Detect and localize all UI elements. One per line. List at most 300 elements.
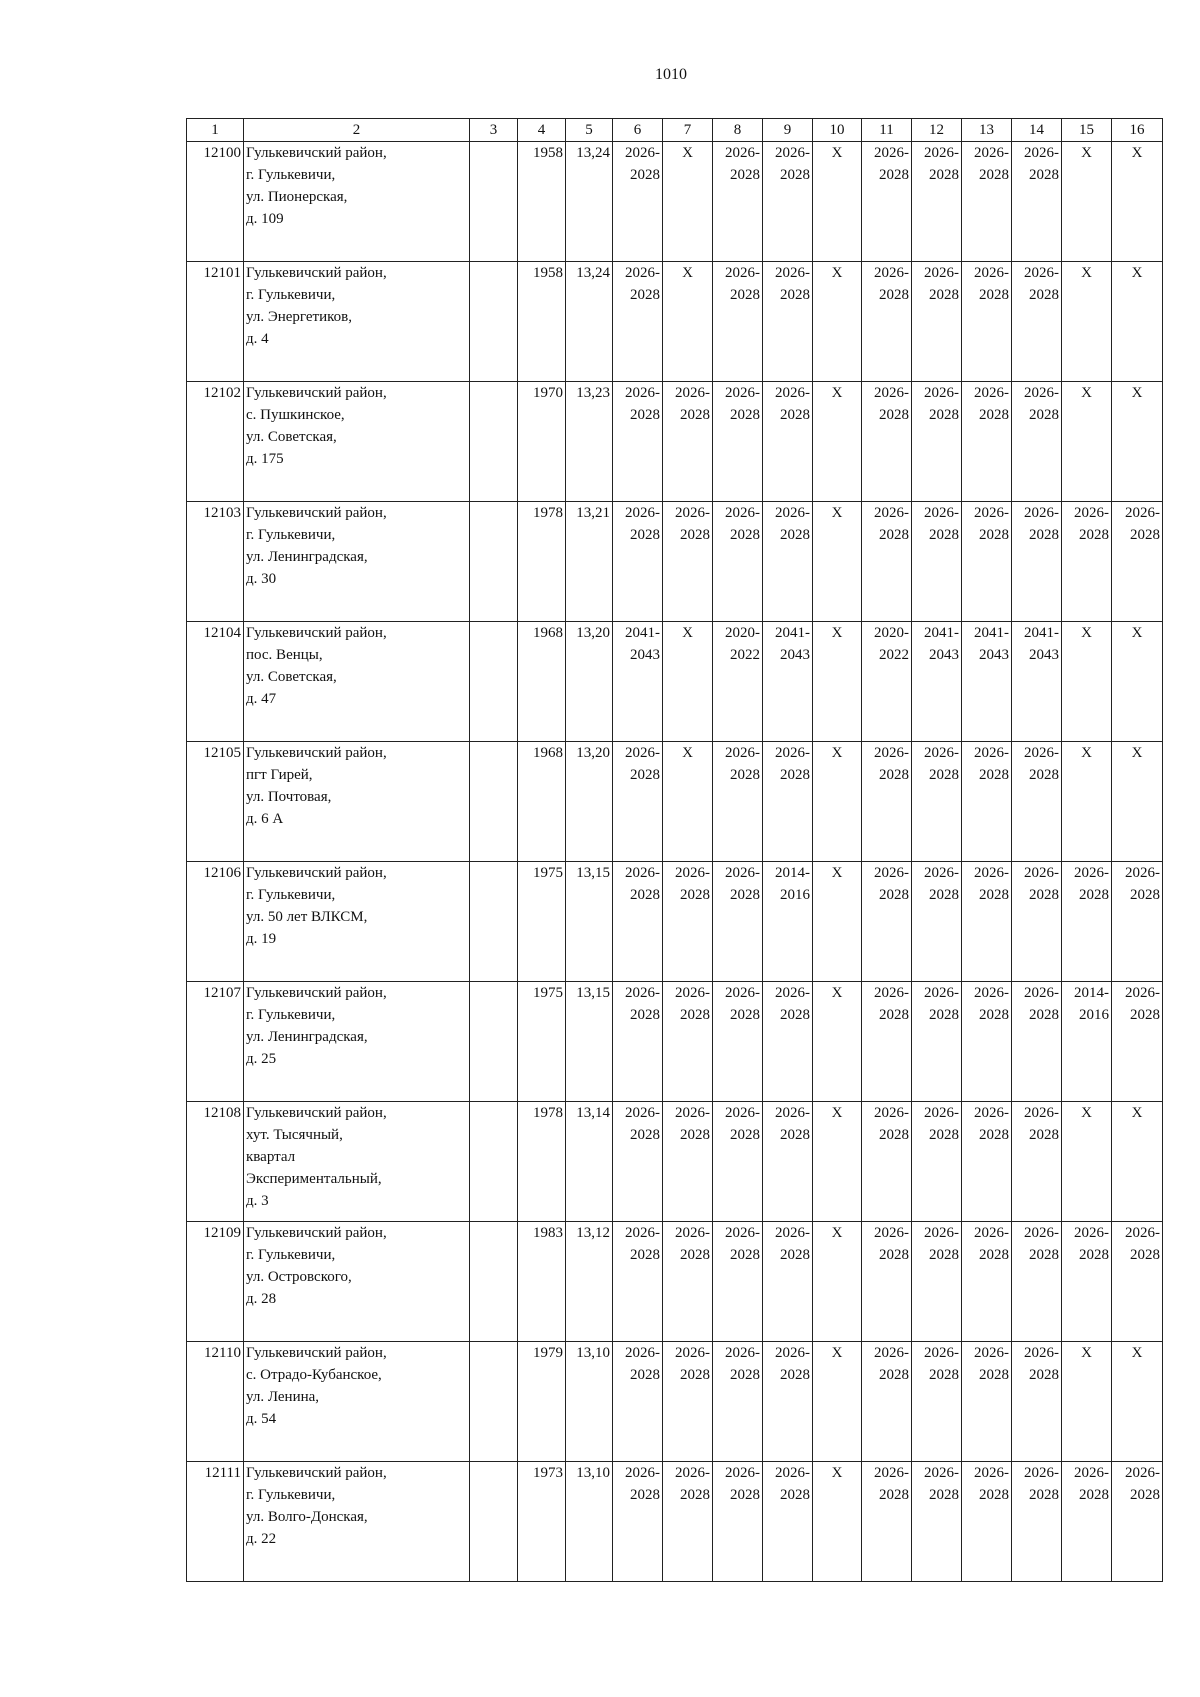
row-number-cell: 12109 [187, 1222, 244, 1342]
address-line: д. 28 [246, 1291, 277, 1307]
table-body [187, 142, 1163, 1582]
address-line: г. Гулькевичи, [246, 887, 336, 903]
period-line: 2026- [874, 985, 909, 1001]
period-line: 2026- [675, 985, 710, 1001]
value-cell: 13,21 [566, 502, 613, 622]
period-cell-c13 [962, 262, 1012, 382]
period-line: 2028 [879, 1007, 909, 1023]
period-line: 2026- [1024, 505, 1059, 521]
period-cell-c10 [813, 1462, 862, 1582]
value-cell: 13,20 [566, 622, 613, 742]
period-line: 2028 [680, 1127, 710, 1143]
address-line: Гулькевичский район, [246, 505, 387, 521]
period-cell-c8 [713, 862, 763, 982]
address-line: Гулькевичский район, [246, 1225, 387, 1241]
period-cell-c10 [813, 142, 862, 262]
period-cell-c12 [912, 862, 962, 982]
period-line: 2028 [680, 887, 710, 903]
period-line: 2026- [625, 985, 660, 1001]
period-line: 2028 [780, 527, 810, 543]
period-cell-c10 [813, 502, 862, 622]
header-cell: 4 [518, 119, 566, 142]
period-cell-c8 [713, 1102, 763, 1222]
period-cell-c8 [713, 382, 763, 502]
not-applicable-mark: X [1131, 745, 1143, 761]
not-applicable-mark: X [1081, 265, 1092, 281]
period-cell-c15 [1062, 1102, 1112, 1222]
period-cell-c9 [763, 1222, 813, 1342]
period-line: 2028 [1029, 887, 1059, 903]
address-line: Гулькевичский район, [246, 385, 387, 401]
period-line: 2028 [630, 1247, 660, 1263]
period-line: 2020- [874, 625, 909, 641]
period-line: 2028 [979, 1367, 1009, 1383]
period-line: 2028 [929, 1007, 959, 1023]
column-3-cell [470, 1342, 518, 1462]
table-row [187, 1462, 1163, 1582]
period-cell-c12 [912, 1102, 962, 1222]
address-line: д. 47 [246, 691, 277, 707]
period-line: 2026- [775, 1105, 810, 1121]
period-line: 2026- [725, 145, 760, 161]
period-cell-c7 [663, 382, 713, 502]
address-line: ул. Советская, [246, 429, 337, 445]
period-cell-c14 [1012, 142, 1062, 262]
address-line: Гулькевичский район, [246, 145, 387, 161]
period-line: 2028 [1130, 527, 1160, 543]
address-cell [244, 502, 470, 622]
row-number-cell: 12107 [187, 982, 244, 1102]
period-line: 2026- [1024, 865, 1059, 881]
table-row [187, 982, 1163, 1102]
period-cell-c15 [1062, 1462, 1112, 1582]
value-cell: 13,12 [566, 1222, 613, 1342]
address-line: д. 22 [246, 1531, 277, 1547]
period-cell-c6 [613, 1102, 663, 1222]
period-cell-c10 [813, 382, 862, 502]
period-cell-c8 [713, 262, 763, 382]
not-applicable-mark: X [1081, 145, 1092, 161]
period-cell-c16 [1112, 1342, 1163, 1462]
period-cell-c10 [813, 1342, 862, 1462]
period-line: 2026- [874, 385, 909, 401]
period-line: 2026- [974, 865, 1009, 881]
value-cell: 13,24 [566, 142, 613, 262]
not-applicable-mark: X [831, 505, 843, 521]
period-line: 2026- [775, 1225, 810, 1241]
period-line: 2026- [625, 1105, 660, 1121]
period-cell-c13 [962, 1462, 1012, 1582]
period-cell-c15 [1062, 1342, 1112, 1462]
period-cell-c11 [862, 502, 912, 622]
address-line: хут. Тысячный, [246, 1127, 343, 1143]
period-line: 2026- [675, 505, 710, 521]
not-applicable-mark: X [1131, 145, 1143, 161]
not-applicable-mark: X [1131, 265, 1143, 281]
period-cell-c8 [713, 622, 763, 742]
period-cell-c8 [713, 982, 763, 1102]
period-line: 2026- [725, 1345, 760, 1361]
period-cell-c16 [1112, 502, 1163, 622]
period-cell-c14 [1012, 862, 1062, 982]
period-cell-c7 [663, 1462, 713, 1582]
period-line: 2028 [1079, 887, 1109, 903]
period-line: 2028 [879, 1487, 909, 1503]
period-line: 2026- [1074, 1225, 1109, 1241]
address-line: Гулькевичский район, [246, 1345, 387, 1361]
period-line: 2028 [630, 527, 660, 543]
period-line: 2041- [775, 625, 810, 641]
period-line: 2026- [924, 865, 959, 881]
period-cell-c12 [912, 622, 962, 742]
period-line: 2043 [929, 647, 959, 663]
address-line: с. Отрадо-Кубанское, [246, 1367, 382, 1383]
value-cell: 13,24 [566, 262, 613, 382]
row-number-cell: 12104 [187, 622, 244, 742]
period-cell-c11 [862, 1222, 912, 1342]
housing-register-table [186, 118, 1163, 1582]
row-number-cell: 12111 [187, 1462, 244, 1582]
not-applicable-mark: X [831, 745, 843, 761]
not-applicable-mark: X [682, 745, 693, 761]
period-line: 2014- [775, 865, 810, 881]
period-cell-c11 [862, 142, 912, 262]
value-cell: 13,10 [566, 1342, 613, 1462]
header-cell: 6 [613, 119, 663, 142]
value-cell: 13,20 [566, 742, 613, 862]
period-cell-c12 [912, 142, 962, 262]
column-3-cell [470, 862, 518, 982]
not-applicable-mark: X [831, 265, 843, 281]
period-cell-c13 [962, 1102, 1012, 1222]
not-applicable-mark: X [1081, 385, 1092, 401]
value-cell: 13,10 [566, 1462, 613, 1582]
period-line: 2026- [625, 505, 660, 521]
period-line: 2026- [1125, 1465, 1160, 1481]
period-line: 2028 [730, 167, 760, 183]
period-line: 2028 [979, 407, 1009, 423]
header-cell: 14 [1012, 119, 1062, 142]
period-cell-c15 [1062, 862, 1112, 982]
period-line: 2028 [979, 1487, 1009, 1503]
column-3-cell [470, 1462, 518, 1582]
period-cell-c10 [813, 982, 862, 1102]
period-line: 2026- [625, 1465, 660, 1481]
period-line: 2026- [675, 865, 710, 881]
not-applicable-mark: X [831, 1105, 843, 1121]
address-line: ул. Энергетиков, [246, 309, 352, 325]
period-line: 2041- [625, 625, 660, 641]
value-cell: 13,15 [566, 862, 613, 982]
address-line: пос. Венцы, [246, 647, 323, 663]
column-3-cell [470, 142, 518, 262]
period-line: 2028 [879, 887, 909, 903]
address-line: ул. Островского, [246, 1269, 352, 1285]
period-line: 2026- [625, 265, 660, 281]
period-line: 2026- [625, 385, 660, 401]
period-cell-c10 [813, 262, 862, 382]
period-cell-c9 [763, 862, 813, 982]
period-line: 2028 [680, 1367, 710, 1383]
period-cell-c11 [862, 1462, 912, 1582]
address-line: ул. Ленинградская, [246, 1029, 368, 1045]
period-line: 2028 [929, 887, 959, 903]
header-cell: 8 [713, 119, 763, 142]
address-cell [244, 1102, 470, 1222]
address-line: ул. Советская, [246, 669, 337, 685]
period-cell-c16 [1112, 1102, 1163, 1222]
period-line: 2028 [929, 287, 959, 303]
period-line: 2028 [929, 767, 959, 783]
period-line: 2026- [1024, 145, 1059, 161]
header-cell: 13 [962, 119, 1012, 142]
address-line: ул. 50 лет ВЛКСМ, [246, 909, 368, 925]
period-line: 2043 [979, 647, 1009, 663]
period-cell-c11 [862, 382, 912, 502]
period-cell-c10 [813, 742, 862, 862]
value-cell: 13,15 [566, 982, 613, 1102]
period-cell-c7 [663, 742, 713, 862]
period-line: 2026- [924, 265, 959, 281]
header-cell: 11 [862, 119, 912, 142]
row-number-cell: 12105 [187, 742, 244, 862]
period-line: 2028 [879, 1247, 909, 1263]
table-row [187, 1342, 1163, 1462]
period-line: 2026- [974, 1105, 1009, 1121]
year-cell: 1958 [518, 262, 566, 382]
table-row [187, 502, 1163, 622]
address-line: Гулькевичский район, [246, 265, 387, 281]
not-applicable-mark: X [831, 1345, 843, 1361]
period-line: 2041- [974, 625, 1009, 641]
period-cell-c6 [613, 502, 663, 622]
period-line: 2028 [979, 167, 1009, 183]
period-cell-c14 [1012, 1102, 1062, 1222]
period-line: 2026- [725, 865, 760, 881]
year-cell: 1973 [518, 1462, 566, 1582]
period-line: 2026- [775, 745, 810, 761]
period-cell-c14 [1012, 622, 1062, 742]
header-cell: 15 [1062, 119, 1112, 142]
address-line: д. 6 А [246, 811, 284, 827]
period-line: 2028 [879, 407, 909, 423]
address-cell [244, 1342, 470, 1462]
period-cell-c6 [613, 982, 663, 1102]
period-cell-c7 [663, 862, 713, 982]
table-header [187, 119, 1163, 142]
period-cell-c7 [663, 622, 713, 742]
period-line: 2028 [1029, 167, 1059, 183]
period-line: 2028 [630, 887, 660, 903]
address-line: ул. Ленина, [246, 1389, 320, 1405]
period-line: 2028 [879, 767, 909, 783]
period-line: 2028 [1079, 1487, 1109, 1503]
period-line: 2026- [725, 385, 760, 401]
address-line: ул. Пионерская, [246, 189, 348, 205]
period-cell-c13 [962, 622, 1012, 742]
period-cell-c7 [663, 142, 713, 262]
not-applicable-mark: X [831, 385, 843, 401]
period-line: 2026- [974, 265, 1009, 281]
row-number-cell: 12103 [187, 502, 244, 622]
year-cell: 1970 [518, 382, 566, 502]
table-row [187, 862, 1163, 982]
not-applicable-mark: X [831, 865, 843, 881]
period-line: 2028 [780, 1367, 810, 1383]
period-line: 2026- [725, 745, 760, 761]
period-line: 2026- [775, 505, 810, 521]
row-number-cell: 12106 [187, 862, 244, 982]
period-line: 2028 [630, 167, 660, 183]
period-line: 2026- [1074, 505, 1109, 521]
period-line: 2026- [874, 1105, 909, 1121]
period-cell-c12 [912, 742, 962, 862]
period-line: 2026- [1024, 265, 1059, 281]
period-line: 2026- [1024, 1225, 1059, 1241]
address-cell [244, 862, 470, 982]
row-number-cell: 12102 [187, 382, 244, 502]
period-cell-c13 [962, 862, 1012, 982]
address-line: г. Гулькевичи, [246, 167, 336, 183]
period-line: 2028 [680, 1247, 710, 1263]
period-line: 2026- [924, 1225, 959, 1241]
period-line: 2026- [874, 145, 909, 161]
column-3-cell [470, 502, 518, 622]
address-cell [244, 382, 470, 502]
period-line: 2026- [874, 505, 909, 521]
period-line: 2028 [630, 767, 660, 783]
period-cell-c11 [862, 1102, 912, 1222]
period-cell-c11 [862, 982, 912, 1102]
period-cell-c7 [663, 1222, 713, 1342]
period-line: 2028 [979, 527, 1009, 543]
period-line: 2028 [879, 167, 909, 183]
period-line: 2026- [924, 1345, 959, 1361]
period-line: 2028 [929, 527, 959, 543]
period-cell-c10 [813, 622, 862, 742]
period-cell-c12 [912, 382, 962, 502]
period-line: 2026- [775, 1345, 810, 1361]
period-line: 2026- [1024, 1105, 1059, 1121]
period-line: 2028 [630, 407, 660, 423]
period-line: 2026- [924, 1105, 959, 1121]
year-cell: 1978 [518, 1102, 566, 1222]
period-cell-c11 [862, 262, 912, 382]
period-cell-c12 [912, 1342, 962, 1462]
period-line: 2028 [730, 1487, 760, 1503]
period-cell-c12 [912, 1222, 962, 1342]
period-line: 2028 [630, 1007, 660, 1023]
period-cell-c16 [1112, 862, 1163, 982]
period-line: 2028 [730, 1247, 760, 1263]
period-cell-c8 [713, 742, 763, 862]
period-line: 2043 [630, 647, 660, 663]
period-cell-c16 [1112, 982, 1163, 1102]
period-line: 2028 [1130, 887, 1160, 903]
period-line: 2026- [625, 145, 660, 161]
value-cell: 13,14 [566, 1102, 613, 1222]
period-line: 2026- [874, 745, 909, 761]
period-cell-c7 [663, 262, 713, 382]
column-3-cell [470, 382, 518, 502]
period-cell-c7 [663, 982, 713, 1102]
header-cell: 7 [663, 119, 713, 142]
period-line: 2026- [1024, 385, 1059, 401]
period-line: 2026- [675, 1465, 710, 1481]
period-line: 2028 [680, 1007, 710, 1023]
period-cell-c9 [763, 262, 813, 382]
period-cell-c9 [763, 622, 813, 742]
period-line: 2026- [775, 1465, 810, 1481]
period-cell-c10 [813, 862, 862, 982]
period-cell-c15 [1062, 502, 1112, 622]
address-line: ул. Почтовая, [246, 789, 332, 805]
period-line: 2026- [1024, 745, 1059, 761]
period-line: 2028 [780, 767, 810, 783]
address-line: Гулькевичский район, [246, 1465, 387, 1481]
period-cell-c11 [862, 622, 912, 742]
period-line: 2026- [1074, 1465, 1109, 1481]
period-line: 2026- [625, 1345, 660, 1361]
address-line: квартал [246, 1149, 296, 1165]
period-line: 2022 [730, 647, 760, 663]
period-line: 2028 [1029, 527, 1059, 543]
period-line: 2026- [675, 1105, 710, 1121]
period-line: 2028 [929, 1487, 959, 1503]
period-line: 2028 [1130, 1247, 1160, 1263]
table-row [187, 142, 1163, 262]
period-line: 2028 [979, 1007, 1009, 1023]
not-applicable-mark: X [1081, 625, 1092, 641]
period-cell-c14 [1012, 742, 1062, 862]
period-cell-c16 [1112, 142, 1163, 262]
period-cell-c13 [962, 1222, 1012, 1342]
period-cell-c7 [663, 1342, 713, 1462]
address-line: д. 25 [246, 1051, 277, 1067]
address-line: г. Гулькевичи, [246, 1487, 336, 1503]
period-cell-c9 [763, 982, 813, 1102]
period-cell-c13 [962, 1342, 1012, 1462]
period-line: 2026- [725, 1465, 760, 1481]
period-cell-c16 [1112, 1462, 1163, 1582]
period-line: 2026- [974, 385, 1009, 401]
column-3-cell [470, 982, 518, 1102]
period-line: 2028 [879, 287, 909, 303]
table-row [187, 742, 1163, 862]
period-line: 2026- [1074, 865, 1109, 881]
period-cell-c14 [1012, 262, 1062, 382]
address-line: д. 30 [246, 571, 277, 587]
period-line: 2026- [675, 1225, 710, 1241]
period-line: 2020- [725, 625, 760, 641]
year-cell: 1975 [518, 862, 566, 982]
table-row [187, 1102, 1163, 1222]
address-line: г. Гулькевичи, [246, 1247, 336, 1263]
not-applicable-mark: X [831, 1465, 843, 1481]
period-cell-c14 [1012, 382, 1062, 502]
header-cell: 1 [187, 119, 244, 142]
period-line: 2026- [1125, 1225, 1160, 1241]
period-line: 2028 [1029, 1487, 1059, 1503]
period-cell-c13 [962, 982, 1012, 1102]
period-cell-c10 [813, 1102, 862, 1222]
period-cell-c8 [713, 502, 763, 622]
period-line: 2026- [725, 1225, 760, 1241]
period-cell-c15 [1062, 382, 1112, 502]
period-line: 2028 [730, 1127, 760, 1143]
not-applicable-mark: X [1131, 625, 1143, 641]
address-line: д. 19 [246, 931, 277, 947]
